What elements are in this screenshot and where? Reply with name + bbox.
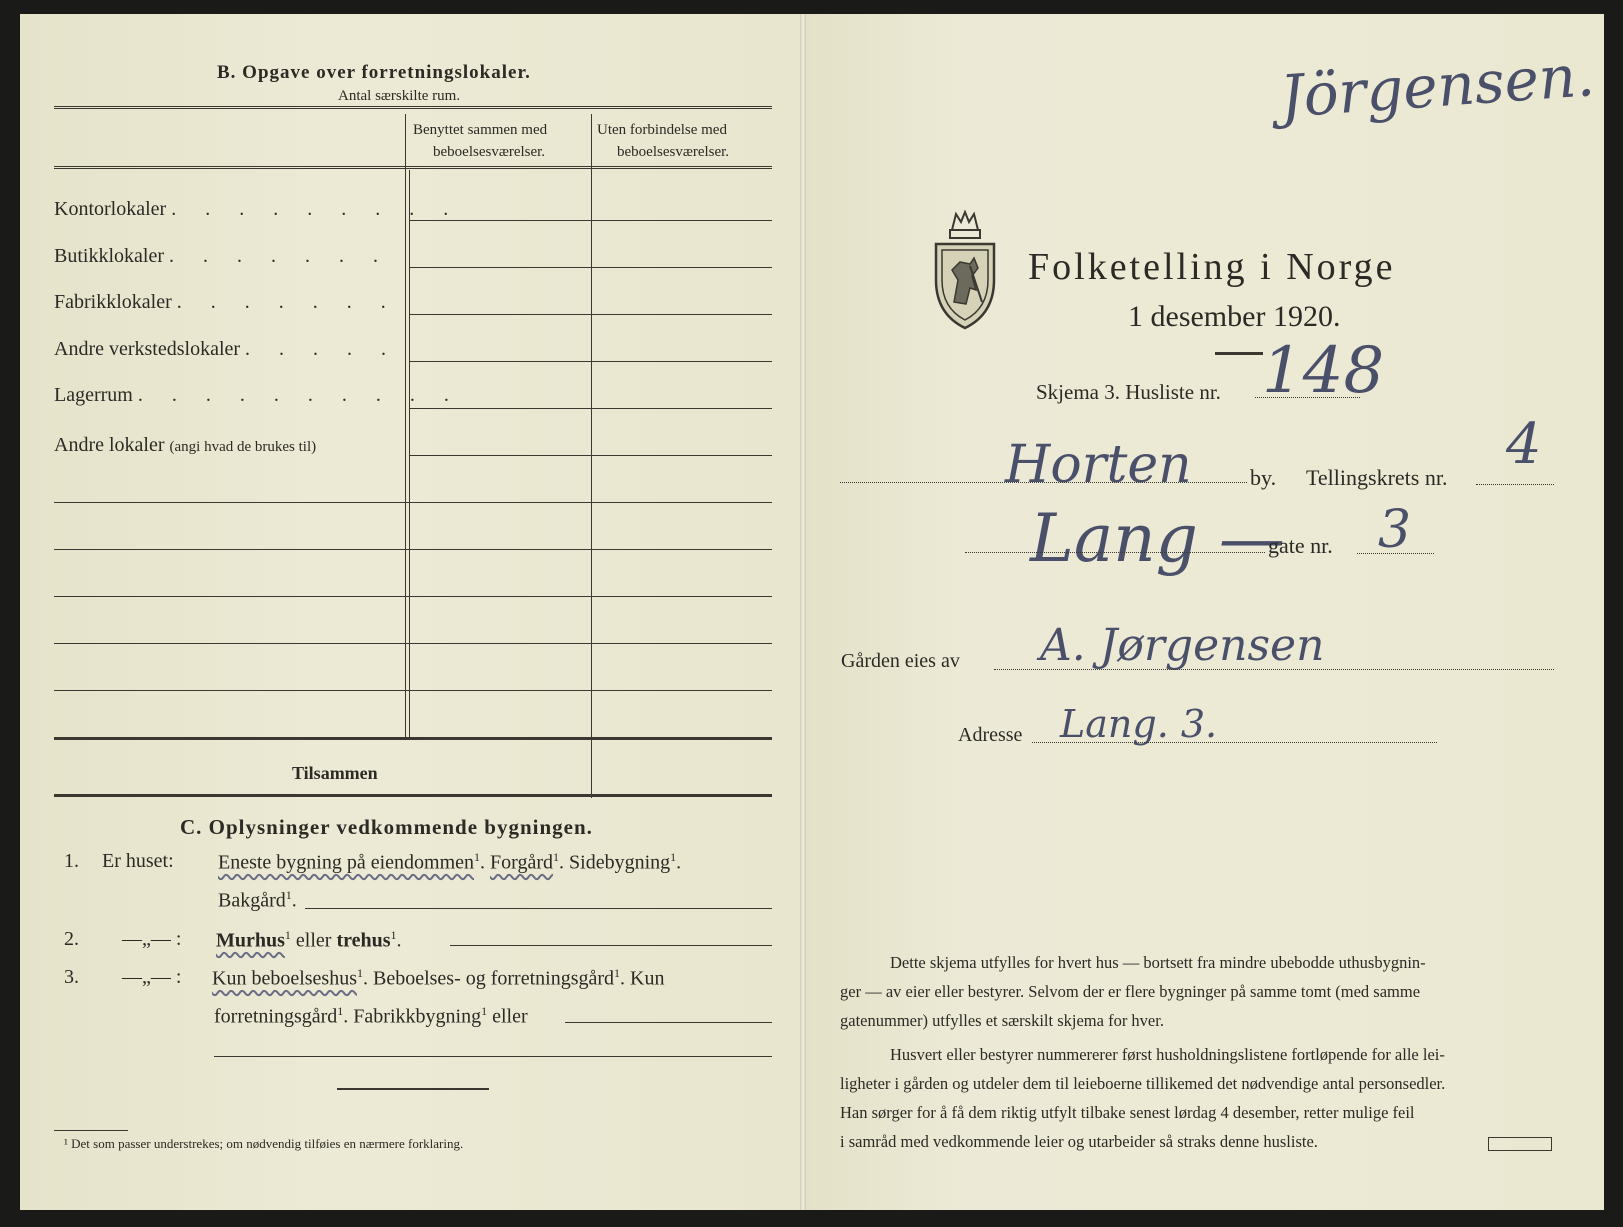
- q3-fill-rule-2: [214, 1056, 772, 1057]
- gate-fill-rule: [965, 552, 1265, 553]
- skjema-label: Skjema 3. Husliste nr.: [1036, 380, 1221, 404]
- tellingskrets-label: Tellingskrets nr.: [1306, 465, 1448, 490]
- section-c-title: C. Oplysninger vedkommende bygningen.: [180, 815, 593, 839]
- adresse-fill-rule: [1032, 742, 1437, 743]
- q3-options: Kun beboelseshus$^1$. Beboelses- og forretningsgård$^1$. Kun: [212, 966, 665, 990]
- q1-label: Er huset:: [102, 850, 174, 872]
- q2-ditto: —„— :: [122, 928, 182, 950]
- col2-header-line2: beboelsesværelser.: [617, 144, 730, 160]
- husliste-nr-value: 148: [1262, 334, 1385, 408]
- col1-header-line2: beboelsesværelser.: [433, 144, 546, 160]
- total-top-rule: [54, 737, 772, 740]
- q3-options-line2: forretningsgård$^1$. Fabrikkbygning$^1$ eller: [214, 1004, 528, 1028]
- section-end-rule: [337, 1088, 489, 1090]
- cell-rule-4: [410, 361, 772, 362]
- gate-label: gate nr.: [1268, 533, 1333, 558]
- q2-number: 2.: [64, 928, 79, 950]
- total-label: Tilsammen: [292, 763, 378, 783]
- coat-of-arms-icon: [930, 210, 1000, 337]
- col1-header-line1: Benyttet sammen med: [413, 122, 548, 138]
- table-col-divider-1b: [409, 170, 410, 738]
- tellingskrets-fill-rule: [1476, 484, 1554, 485]
- cell-rule-1: [410, 220, 772, 221]
- q2-options: Murhus$^1$ eller trehus$^1$.: [216, 928, 402, 952]
- row-kontorlokaler: Kontorlokaler . . . . . . . . .: [54, 198, 461, 220]
- section-b-subtitle: Antal særskilte rum.: [338, 88, 461, 104]
- header-bottom-rule: [54, 166, 772, 171]
- q1-fill-rule: [305, 908, 772, 909]
- blank-row-rule-1: [54, 502, 772, 503]
- printer-stamp: [1488, 1137, 1552, 1151]
- handwritten-surname: Jörgensen.: [1278, 41, 1597, 131]
- instructions-paragraph-1: Dette skjema utfylles for hvert hus — bortsett fra mindre ubebodde uthusbygnin- ger — av eier eller bestyrer. Selvom der er flere bygninger på samme tomt (med samme gatenummer) utfylles et særskilt skjema for hver.: [840, 953, 1426, 1030]
- row-butikklokaler: Butikklokaler . . . . . . .: [54, 245, 390, 267]
- q1-options: Eneste bygning på eiendommen$^1$. Forgård$^1$. Sidebygning$^1$.: [218, 850, 682, 874]
- footnote: ¹ Det som passer understrekes; om nødvendig tilføies en nærmere forklaring.: [64, 1136, 464, 1151]
- blank-row-rule-4: [54, 643, 772, 644]
- q3-ditto: —„— :: [122, 966, 182, 988]
- q3-fill-rule-1: [565, 1022, 772, 1023]
- form-date: 1 desember 1920.: [1128, 300, 1341, 333]
- gate-value: Lang —: [1030, 500, 1285, 577]
- row-andre-verkstedslokaler: Andre verkstedslokaler . . . . .: [54, 338, 399, 360]
- page-fold: [800, 14, 806, 1210]
- cell-rule-5: [410, 408, 772, 409]
- table-col-divider-2: [591, 114, 592, 798]
- cell-rule-2: [410, 267, 772, 268]
- blank-row-rule-2: [54, 549, 772, 550]
- table-top-rule: [54, 106, 772, 111]
- footnote-rule: [54, 1130, 128, 1131]
- adresse-value: Lang. 3.: [1060, 702, 1218, 746]
- tellingskrets-value: 4: [1506, 412, 1542, 477]
- adresse-label: Adresse: [958, 724, 1023, 746]
- q2-fill-rule: [450, 945, 772, 946]
- date-underline: [1215, 352, 1263, 355]
- by-value: Horten: [1005, 435, 1192, 495]
- q3-number: 3.: [64, 966, 79, 988]
- instructions-paragraph-2: Husvert eller bestyrer nummererer først husholdningslistene fortløpende for alle lei- ligheter i gården og utdeler dem til leieboerne tillikemed det nødvendige antal personsedler. Han sørger for å få dem riktig utfylt tilbake senest lørdag 4 desember, retter mulige feil i samråd med vedkommende leier og utarbeider så straks denne husliste.: [840, 1045, 1446, 1151]
- by-label: by.: [1250, 465, 1277, 490]
- eier-label: Gården eies av: [841, 650, 960, 672]
- eier-fill-rule: [994, 669, 1554, 670]
- gate-nr-fill-rule: [1357, 553, 1434, 554]
- blank-row-rule-3: [54, 596, 772, 597]
- row-andre-lokaler: Andre lokaler (angi hvad de brukes til): [54, 434, 317, 456]
- gate-nr-value: 3: [1378, 500, 1412, 560]
- row-fabrikklokaler: Fabrikklokaler . . . . . . .: [54, 291, 398, 313]
- col2-header-line1: Uten forbindelse med: [597, 122, 727, 138]
- left-page: [20, 14, 802, 1210]
- row-lagerrum: Lagerrum . . . . . . . . . .: [54, 384, 461, 406]
- total-bottom-rule: [54, 794, 772, 797]
- q1-option-bakgard: Bakgård$^1$.: [218, 888, 297, 912]
- cell-rule-6: [410, 455, 772, 456]
- section-b-title: B. Opgave over forretningslokaler.: [217, 62, 531, 83]
- blank-row-rule-5: [54, 690, 772, 691]
- eier-value: A. Jørgensen: [1040, 620, 1325, 671]
- cell-rule-3: [410, 314, 772, 315]
- husliste-fill-rule: [1255, 397, 1360, 398]
- q1-number: 1.: [64, 850, 79, 872]
- by-fill-rule: [840, 482, 1247, 483]
- form-title: Folketelling i Norge: [1028, 246, 1396, 288]
